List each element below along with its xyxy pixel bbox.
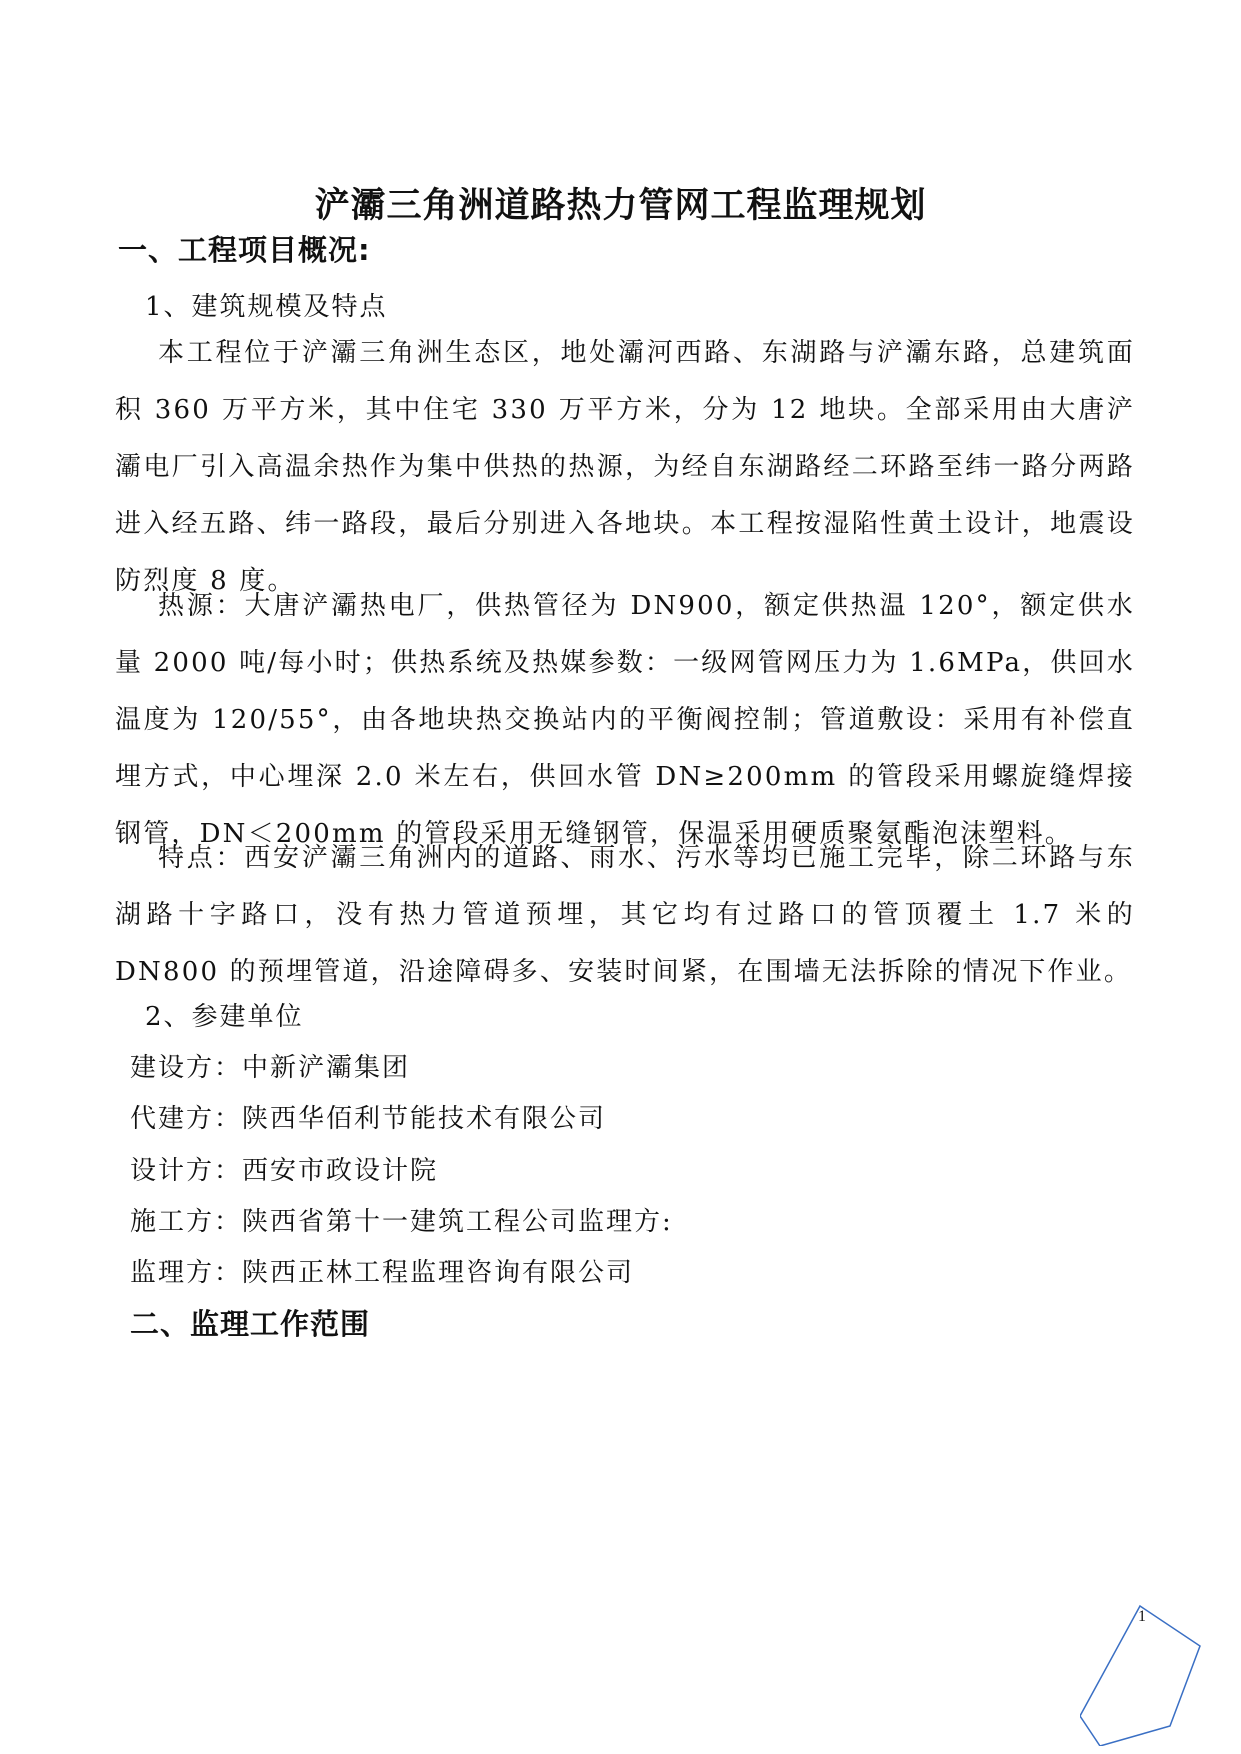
corner-marker-icon: [1080, 1596, 1210, 1746]
party-designer: 设计方：西安市政设计院: [130, 1156, 439, 1186]
paragraph-features: 特点：西安浐灞三角洲内的道路、雨水、污水等均已施工完毕，除二环路与东湖路十字路口，没有热力管道预埋，其它均有过路口的管顶覆土 1.7 米的 DN800 的预埋管道，沿途障碍多、安装时间紧，在围墙无法拆除的情况下作业。: [115, 843, 1135, 987]
page-number: 1: [1138, 1608, 1146, 1625]
paragraph-heat-source: 热源：大唐浐灞热电厂，供热管径为 DN900，额定供热温 120°，额定供水量 2000 吨/每小时；供热系统及热媒参数：一级网管网压力为 1.6MPa，供回水温度为 120/55°，由各地块热交换站内的平衡阀控制；管道敷设：采用有补偿直埋方式，中心埋深 2.0 米左右，供回水管 DN≥200mm 的管段采用螺旋缝焊接钢管，DN＜200mm 的管段采用无缝钢管，保温采用硬质聚氨酯泡沫塑料。: [115, 591, 1135, 849]
section-heading-scope: 二、监理工作范围: [130, 1307, 371, 1341]
party-supervisor: 监理方：陕西正林工程监理咨询有限公司: [130, 1258, 635, 1288]
document-title: 浐灞三角洲道路热力管网工程监理规划: [314, 186, 927, 226]
subsection-scale-features: 1、建筑规模及特点: [145, 292, 388, 322]
subsection-participants: 2、参建单位: [145, 1002, 304, 1032]
section-heading-overview: 一、工程项目概况:: [118, 233, 371, 267]
party-constructor: 施工方：陕西省第十一建筑工程公司监理方:: [130, 1207, 673, 1237]
paragraph-project-description: 本工程位于浐灞三角洲生态区，地处灞河西路、东湖路与浐灞东路，总建筑面积 360 万平方米，其中住宅 330 万平方米，分为 12 地块。全部采用由大唐浐灞电厂引入高温余热作为集中供热的热源，为经自东湖路经二环路至纬一路分两路进入经五路、纬一路段，最后分别进入各地块。本工程按湿陷性黄土设计，地震设防烈度 8 度。: [115, 338, 1135, 596]
party-agent-builder: 代建方：陕西华佰利节能技术有限公司: [130, 1104, 607, 1134]
party-builder: 建设方：中新浐灞集团: [130, 1053, 411, 1083]
